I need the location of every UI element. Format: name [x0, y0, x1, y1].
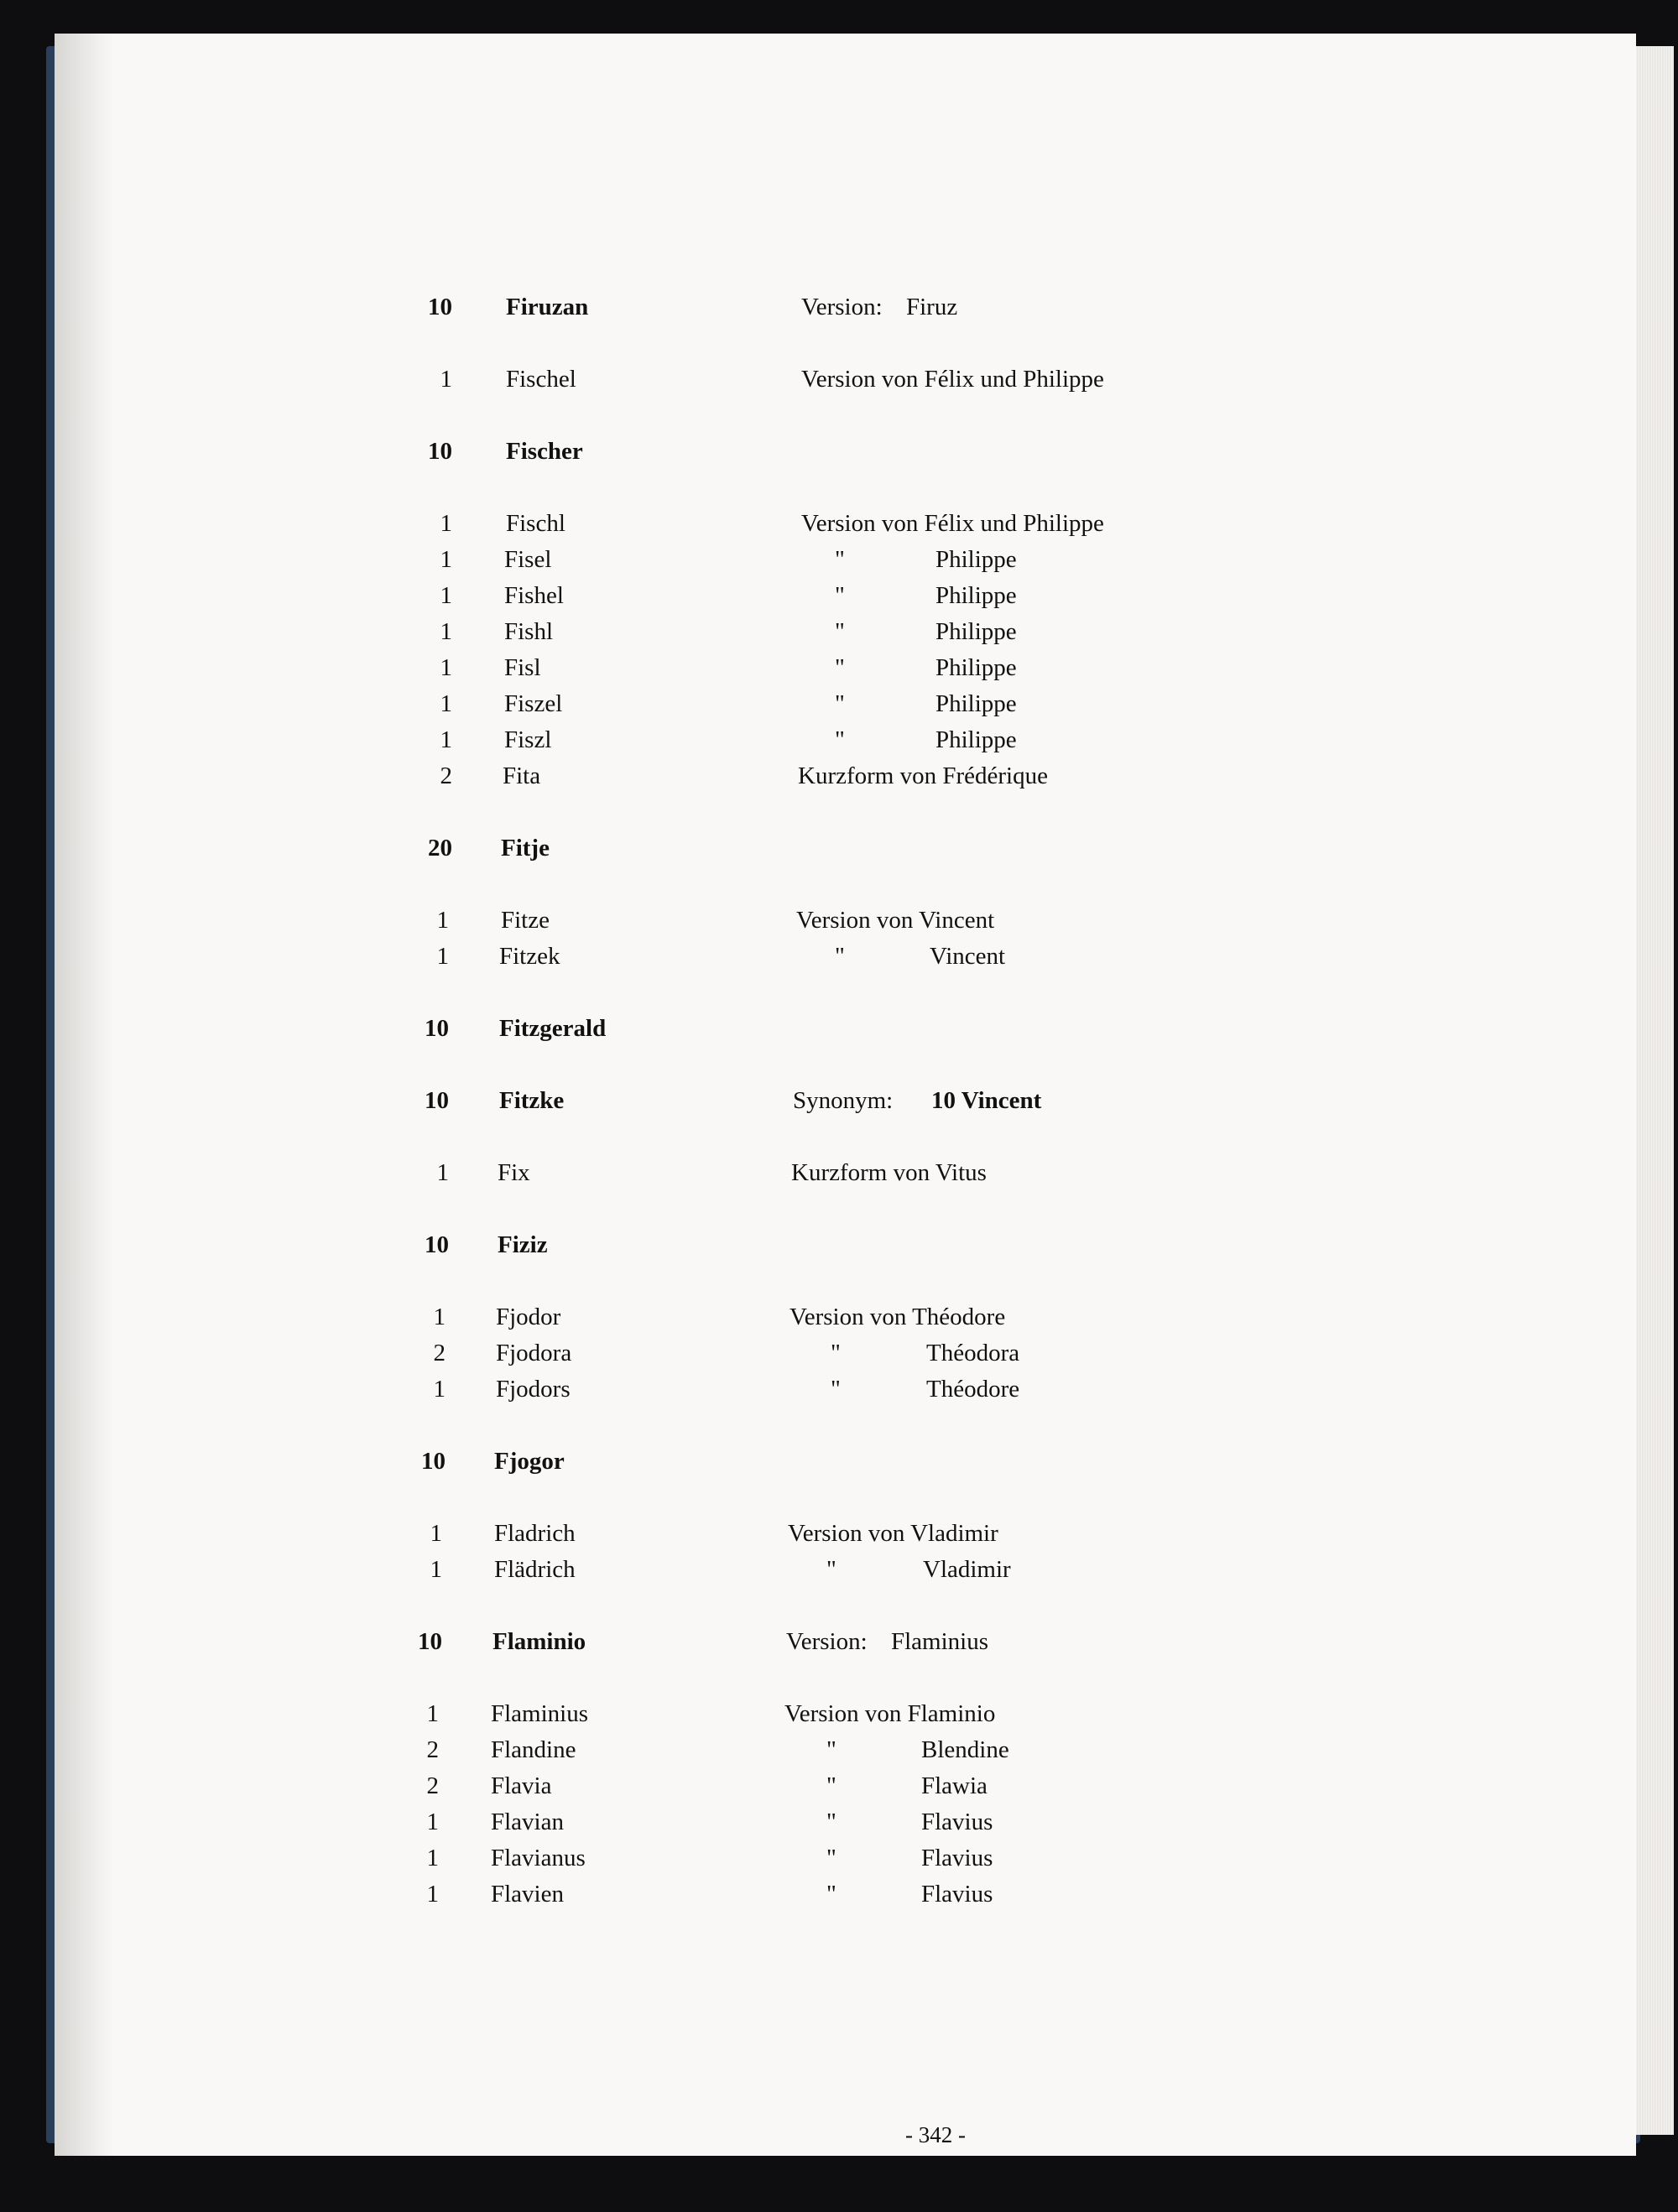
entry-name: Fjogor — [494, 1448, 565, 1475]
entry-row — [0, 1231, 1678, 1265]
entry-count: 10 — [425, 1015, 449, 1042]
entry-reference: Vladimir — [923, 1556, 1011, 1583]
entry-name: Fischel — [506, 366, 576, 393]
ditto-mark: " — [835, 618, 845, 645]
entry-name: Fishel — [504, 582, 564, 609]
ditto-mark: " — [826, 1736, 836, 1763]
entry-reference: Philippe — [935, 654, 1017, 681]
entry-row — [0, 1520, 1678, 1554]
entry-row — [0, 1628, 1678, 1662]
entry-note: Synonym: — [793, 1087, 894, 1114]
entry-row — [0, 1376, 1678, 1409]
entry-name: Firuzan — [506, 294, 589, 320]
entry-row — [0, 726, 1678, 760]
entry-count: 1 — [426, 1881, 439, 1908]
ditto-mark: " — [835, 943, 845, 970]
entry-reference: Philippe — [935, 726, 1017, 753]
entry-reference: Flawia — [921, 1772, 988, 1799]
entry-name: Fita — [503, 762, 541, 789]
entry-count: 1 — [440, 366, 452, 393]
entry-note: Version von Flaminio — [784, 1700, 996, 1727]
entry-note: Kurzform von Frédérique — [798, 762, 1048, 789]
entry-name: Flavian — [491, 1809, 564, 1835]
entry-note: Version von Félix und Philippe — [801, 510, 1104, 537]
entry-row — [0, 1881, 1678, 1914]
entry-count: 10 — [428, 438, 452, 465]
entry-count: 10 — [428, 294, 452, 320]
ditto-mark: " — [835, 582, 845, 609]
entry-note: Version von Vincent — [796, 907, 995, 934]
entry-count: 10 — [425, 1231, 449, 1258]
entry-row — [0, 690, 1678, 724]
ditto-mark: " — [835, 726, 845, 753]
entry-reference: Flaminius — [891, 1628, 989, 1655]
ditto-mark: " — [835, 654, 845, 681]
entry-name: Flaminio — [492, 1628, 586, 1655]
entry-row — [0, 1304, 1678, 1337]
entry-row — [0, 1845, 1678, 1878]
entry-count: 1 — [440, 546, 452, 573]
entry-name: Fjodors — [496, 1376, 571, 1403]
entry-note: Kurzform von Vitus — [791, 1159, 987, 1186]
entry-name: Fitzek — [499, 943, 560, 970]
entry-count: 1 — [440, 510, 452, 537]
entry-count: 2 — [433, 1340, 446, 1366]
entry-row — [0, 1340, 1678, 1373]
entry-name: Fladrich — [494, 1520, 576, 1547]
ditto-mark: " — [826, 1772, 836, 1799]
entry-row — [0, 510, 1678, 544]
ditto-mark: " — [831, 1376, 841, 1403]
entry-reference: Philippe — [935, 618, 1017, 645]
entry-name: Fischer — [506, 438, 583, 465]
entry-count: 1 — [440, 582, 452, 609]
entry-name: Fix — [498, 1159, 530, 1186]
entry-name: Flavianus — [491, 1845, 586, 1871]
entry-name: Fiziz — [498, 1231, 548, 1258]
entry-reference: Philippe — [935, 546, 1017, 573]
ditto-mark: " — [835, 690, 845, 717]
entry-row — [0, 1700, 1678, 1734]
entry-row — [0, 438, 1678, 471]
ditto-mark: " — [826, 1556, 836, 1583]
entry-reference: Firuz — [906, 294, 958, 320]
entry-count: 1 — [426, 1845, 439, 1871]
entry-reference: Théodore — [926, 1376, 1020, 1403]
entry-row — [0, 654, 1678, 688]
entry-row — [0, 1159, 1678, 1193]
entry-reference: 10 Vincent — [931, 1087, 1042, 1114]
entry-note: Version von Félix und Philippe — [801, 366, 1104, 393]
entry-count: 2 — [440, 762, 452, 789]
entry-name: Flandine — [491, 1736, 576, 1763]
entry-name: Fitzke — [499, 1087, 565, 1114]
entry-row — [0, 582, 1678, 616]
entry-name: Flavia — [491, 1772, 552, 1799]
entry-name: Fischl — [506, 510, 565, 537]
entry-reference: Flavius — [921, 1809, 993, 1835]
ditto-mark: " — [826, 1845, 836, 1871]
entry-row — [0, 294, 1678, 327]
entry-reference: Philippe — [935, 690, 1017, 717]
entry-row — [0, 1809, 1678, 1842]
entry-name: Flaminius — [491, 1700, 589, 1727]
entry-reference: Flavius — [921, 1881, 993, 1908]
entry-name: Fisl — [504, 654, 541, 681]
entry-note: Version von Théodore — [789, 1304, 1006, 1330]
entry-count: 1 — [426, 1700, 439, 1727]
entry-row — [0, 546, 1678, 580]
entry-reference: Philippe — [935, 582, 1017, 609]
entry-row — [0, 1772, 1678, 1806]
entry-name: Fitze — [501, 907, 550, 934]
entry-row — [0, 1736, 1678, 1770]
entry-reference: Flavius — [921, 1845, 993, 1871]
entry-count: 10 — [418, 1628, 442, 1655]
entry-count: 1 — [436, 1159, 449, 1186]
ditto-mark: " — [835, 546, 845, 573]
ditto-mark: " — [826, 1881, 836, 1908]
entry-count: 1 — [440, 618, 452, 645]
entry-count: 1 — [440, 726, 452, 753]
entry-reference: Théodora — [926, 1340, 1020, 1366]
entry-reference: Blendine — [921, 1736, 1009, 1763]
entry-name: Fitzgerald — [499, 1015, 607, 1042]
entry-count: 1 — [433, 1376, 446, 1403]
entry-row — [0, 907, 1678, 940]
entry-count: 10 — [425, 1087, 449, 1114]
entry-count: 1 — [433, 1304, 446, 1330]
entry-name: Fitje — [501, 835, 550, 861]
entry-row — [0, 835, 1678, 868]
entry-note: Version von Vladimir — [788, 1520, 998, 1547]
entry-note: Version: — [786, 1628, 868, 1655]
entry-name: Fjodor — [496, 1304, 561, 1330]
entry-reference: Vincent — [930, 943, 1006, 970]
entry-count: 10 — [421, 1448, 446, 1475]
entry-name: Fisel — [504, 546, 552, 573]
entry-count: 2 — [426, 1736, 439, 1763]
entry-name: Fiszel — [504, 690, 563, 717]
entry-count: 2 — [426, 1772, 439, 1799]
entry-count: 1 — [430, 1556, 442, 1583]
entry-name: Flavien — [491, 1881, 564, 1908]
entry-name: Fishl — [504, 618, 554, 645]
entry-row — [0, 1087, 1678, 1121]
entry-row — [0, 943, 1678, 976]
ditto-mark: " — [826, 1809, 836, 1835]
entry-count: 1 — [436, 943, 449, 970]
entry-name: Fjodora — [496, 1340, 572, 1366]
entry-note: Version: — [801, 294, 883, 320]
entry-row — [0, 1448, 1678, 1481]
ditto-mark: " — [831, 1340, 841, 1366]
entry-count: 1 — [426, 1809, 439, 1835]
entry-count: 1 — [430, 1520, 442, 1547]
entry-row — [0, 618, 1678, 652]
entry-name: Flädrich — [494, 1556, 576, 1583]
entry-count: 1 — [440, 690, 452, 717]
entry-row — [0, 762, 1678, 796]
page-number: - 342 - — [905, 2122, 966, 2147]
entry-count: 20 — [428, 835, 452, 861]
entry-row — [0, 366, 1678, 399]
entry-count: 1 — [436, 907, 449, 934]
entry-name: Fiszl — [504, 726, 552, 753]
entry-row — [0, 1015, 1678, 1049]
entry-count: 1 — [440, 654, 452, 681]
entry-row — [0, 1556, 1678, 1590]
